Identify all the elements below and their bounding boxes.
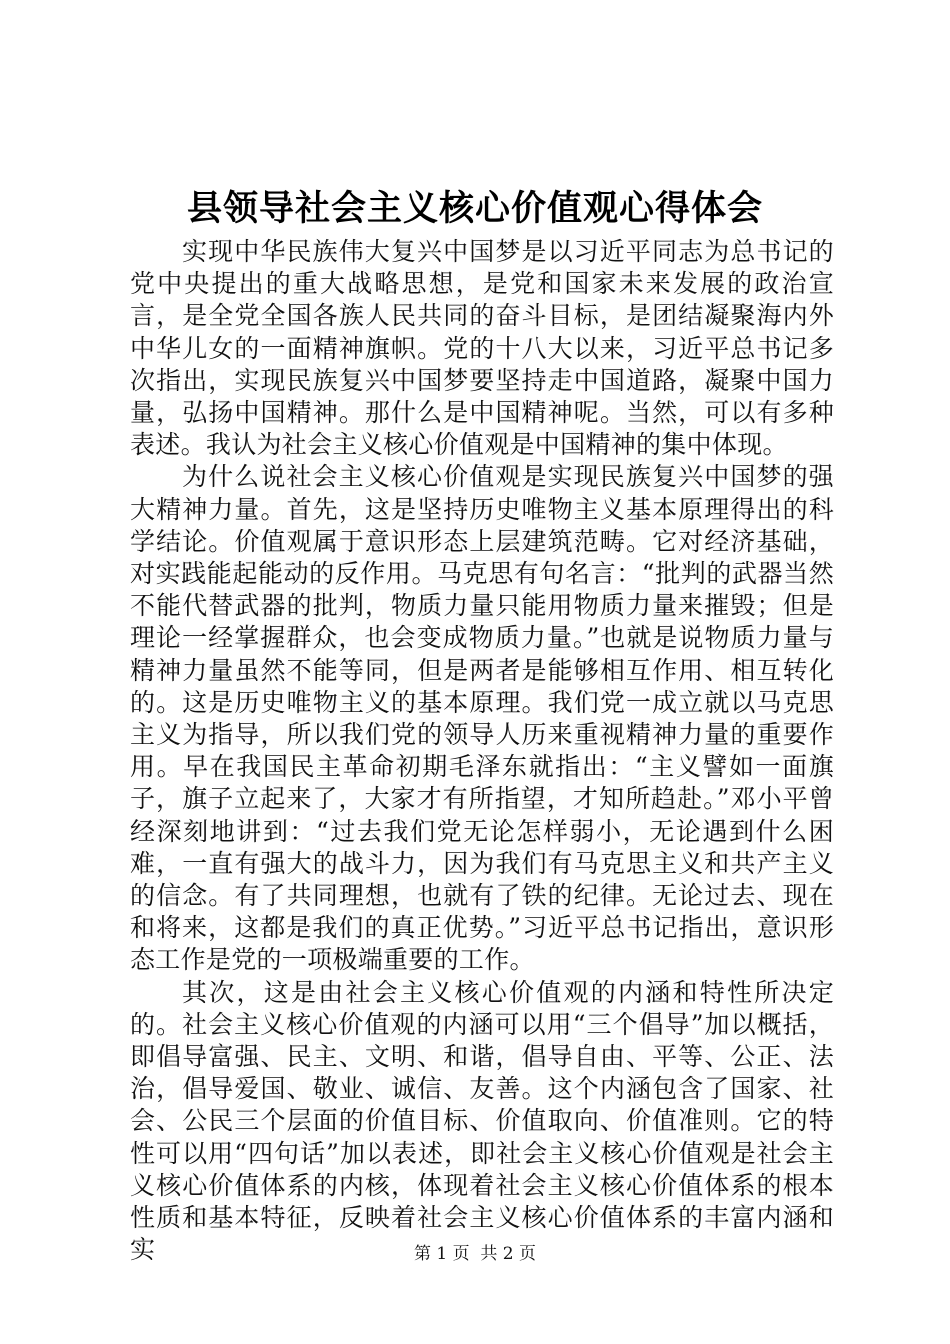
- document-title: 县领导社会主义核心价值观心得体会: [186, 188, 763, 229]
- paragraph: 为什么说社会主义核心价值观是实现民族复兴中国梦的强大精神力量。首先，这是坚持历史唯物主义基本原理得出的科学结论。价值观属于意识形态上层建筑范畴。它对经济基础，对实践能起能动的反作用。马克思有句名言：“批判的武器当然不能代替武器的批判，物质力量只能用物质力量来摧毁；但是理论一经掌握群众，也会变成物质力量。”也就是说物质力量与精神力量虽然不能等同，但是两者是能够相互作用、相互转化的。这是历史唯物主义的基本原理。我们党一成立就以马克思主义为指导，所以我们党的领导人历来重视精神力量的重要作用。早在我国民主革命初期毛泽东就指出：“主义譬如一面旗子，旗子立起来了，大家才有所指望，才知所趋赴。”邓小平曾经深刻地讲到：“过去我们党无论怎样弱小，无论遇到什么困难，一直有强大的战斗力，因为我们有马克思主义和共产主义的信念。有了共同理想，也就有了铁的纪律。无论过去、现在和将来，这都是我们的真正优势。”习近平总书记指出，意识形态工作是党的一项极端重要的工作。: [130, 462, 834, 975]
- document-body: [130, 236, 834, 1267]
- page-footer: [0, 1243, 950, 1265]
- page-number-label: 第 1 页 共 2 页: [413, 1244, 537, 1264]
- paragraph: 其次，这是由社会主义核心价值观的内涵和特性所决定的。社会主义核心价值观的内涵可以用“三个倡导”加以概括，即倡导富强、民主、文明、和谐，倡导自由、平等、公正、法治，倡导爱国、敬业、诚信、友善。这个内涵包含了国家、社会、公民三个层面的价值目标、价值取向、价值准则。它的特性可以用“四句话”加以表述，即社会主义核心价值观是社会主义核心价值体系的内核，体现着社会主义核心价值体系的根本性质和基本特征，反映着社会主义核心价值体系的丰富内涵和实: [130, 977, 834, 1265]
- paragraph: 实现中华民族伟大复兴中国梦是以习近平同志为总书记的党中央提出的重大战略思想，是党和国家未来发展的政治宣言，是全党全国各族人民共同的奋斗目标，是团结凝聚海内外中华儿女的一面精神旗帜。党的十八大以来，习近平总书记多次指出，实现民族复兴中国梦要坚持走中国道路，凝聚中国力量，弘扬中国精神。那什么是中国精神呢。当然，可以有多种表述。我认为社会主义核心价值观是中国精神的集中体现。: [130, 237, 834, 460]
